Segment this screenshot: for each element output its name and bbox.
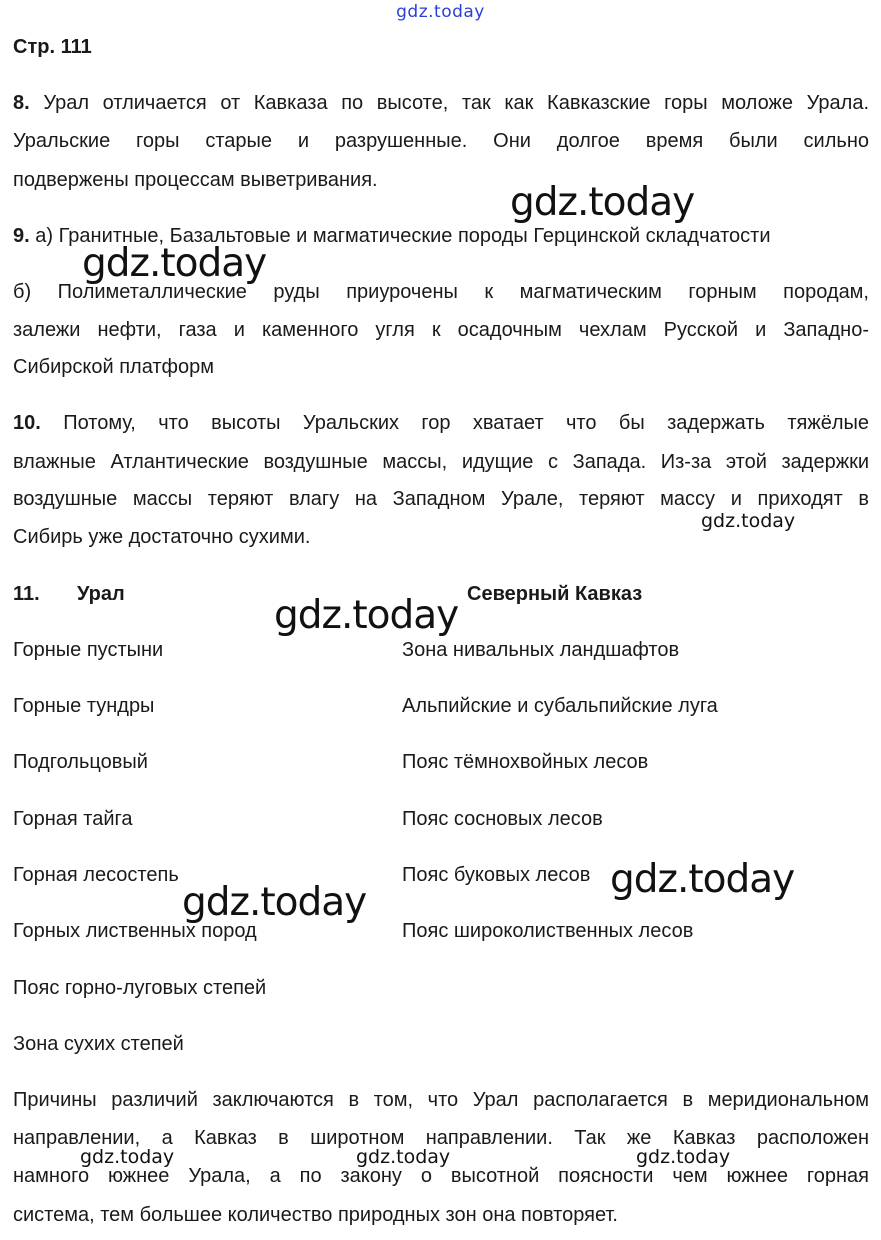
q9-line-b1: б) Полиметаллические руды приурочены к магматическим горным породам, (13, 281, 869, 303)
q10-line-3: воздушные массы теряют влагу на Западном Урале, теряют массу и приходят в (13, 488, 869, 510)
ural-zone-item: Горная лесостепь (13, 864, 179, 886)
ural-zone-item: Горные тундры (13, 695, 155, 717)
q8-number: 8. (13, 92, 30, 114)
watermark: gdz.today (610, 857, 795, 902)
q11-number: 11. (13, 583, 40, 605)
conclusion-line-2: направлении, а Кавказ в широтном направлении. Так же Кавказ расположен (13, 1127, 869, 1149)
watermark-top: gdz.today (396, 2, 485, 22)
ural-zone-item: Зона сухих степей (13, 1033, 184, 1055)
ural-zone-item: Горная тайга (13, 808, 133, 830)
ural-zone-item: Подгольцовый (13, 751, 148, 773)
caucasus-zone-item: Пояс сосновых лесов (402, 808, 603, 830)
watermark: gdz.today (80, 1146, 175, 1168)
caucasus-zone-item: Пояс буковых лесов (402, 864, 591, 886)
q8-line-2: Уральские горы старые и разрушенные. Они долгое время были сильно (13, 130, 869, 152)
ural-zone-item: Горных лиственных пород (13, 920, 257, 942)
q8-text-1: Урал отличается от Кавказа по высоте, так как Кавказские горы моложе Урала. (43, 92, 870, 114)
watermark: gdz.today (82, 241, 267, 286)
watermark: gdz.today (701, 510, 796, 532)
caucasus-zone-item: Зона нивальных ландшафтов (402, 639, 680, 661)
q10-text-1: Потому, что высоты Уральских гор хватает что бы задержать тяжёлые (63, 412, 869, 434)
q8-line-3: подвержены процессам выветривания. (13, 169, 378, 191)
q10-line-2: влажные Атлантические воздушные массы, идущие с Запада. Из-за этой задержки (13, 451, 869, 473)
q10-line-4: Сибирь уже достаточно сухими. (13, 526, 311, 548)
caucasus-zone-item: Пояс широколиственных лесов (402, 920, 694, 942)
watermark: gdz.today (510, 180, 695, 225)
q8-line-1 (13, 91, 869, 115)
watermark: gdz.today (182, 880, 367, 925)
q10-line-1 (13, 411, 869, 435)
q10-number: 10. (13, 412, 41, 434)
caucasus-zone-item: Пояс тёмнохвойных лесов (402, 751, 649, 773)
q11-header-ural: Урал (77, 583, 125, 605)
conclusion-line-3: намного южнее Урала, а по закону о высотной поясности чем южнее горная (13, 1165, 869, 1187)
ural-zone-item: Пояс горно-луговых степей (13, 977, 267, 999)
q11-header-caucasus: Северный Кавказ (467, 583, 643, 605)
caucasus-zone-item: Альпийские и субальпийские луга (402, 695, 718, 717)
conclusion-line-4: система, тем большее количество природных зон она повторяет. (13, 1204, 618, 1226)
q9-text-a: а) Гранитные, Базальтовые и магматические породы Герцинской складчатости (35, 225, 771, 247)
watermark: gdz.today (274, 593, 459, 638)
q9-line-b3: Сибирской платформ (13, 356, 214, 378)
watermark: gdz.today (636, 1146, 731, 1168)
page-title: Стр. 111 (13, 36, 92, 58)
conclusion-line-1: Причины различий заключаются в том, что Урал располагается в меридиональном (13, 1089, 869, 1111)
ural-zone-item: Горные пустыни (13, 639, 164, 661)
watermark: gdz.today (356, 1146, 451, 1168)
q9-number: 9. (13, 225, 30, 247)
q9-line-b2: залежи нефти, газа и каменного угля к осадочным чехлам Русской и Западно- (13, 319, 869, 341)
